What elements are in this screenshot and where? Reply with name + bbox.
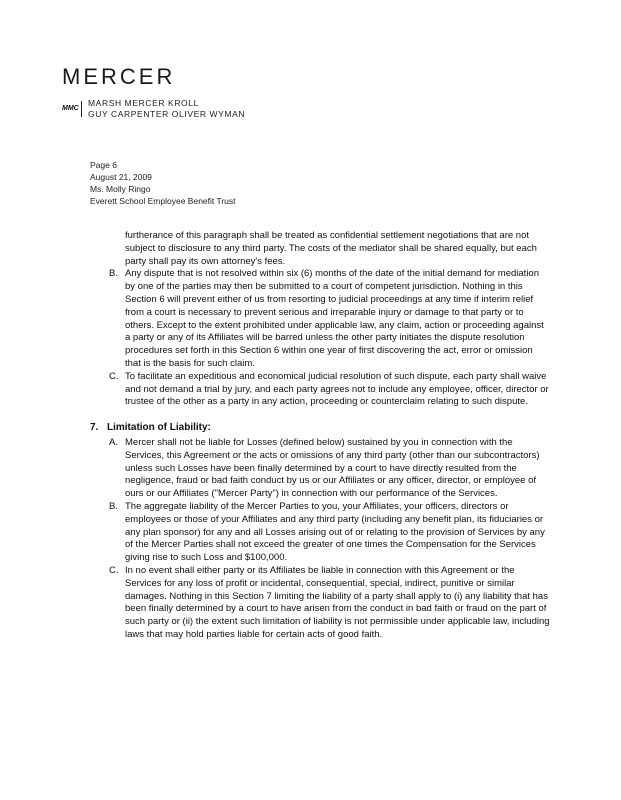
item-marker: B. — [109, 268, 118, 280]
mercer-logo: MERCER — [62, 64, 176, 89]
item-text: Any dispute that is not resolved within six (6) months of the date of the initial demand for mediation by one of the parties may then be submitted to a court of competent jurisdiction. Nothing in this Section 6 will prevent either of us from resorting to judicial proceedings at any time if interim relief from a court is necessary to prevent serious and irreparable injury or damage to that party or to others. Except to the extent prohibited under applicable law, any claim, action or proceeding against a party or any of its Affiliates will be barred unless the other party initiates the dispute resolution procedures set forth in this Section 6 within one year of first discovering the act, error or omission that is the basis for such claim. — [125, 268, 544, 369]
item-marker: C. — [109, 370, 119, 382]
recipient-organization: Everett School Employee Benefit Trust — [90, 196, 236, 206]
item-text: The aggregate liability of the Mercer Parties to you, your Affiliates, your officers, directors or employees or those of your Affiliates and any third party (including any benefit plan, its fiduciaries or any plan sponsor) for any and all Losses arising out of or relating to the provision of Services by any of the Mercer Parties shall not exceed the greater of one times the Compensation for the Services giving rise to such Loss and $100,000. — [125, 500, 545, 564]
section6-item-b — [90, 268, 550, 370]
document-body — [90, 230, 550, 642]
section-title: Limitation of Liability: — [107, 422, 211, 434]
item-text: Mercer shall not be liable for Losses (defined below) sustained by you in connection with the Services, this Agreement or the acts or omissions of any third party (other than our subcontractors) unless such Losses have been finally determined by a court to have directly resulted from the negligence, fraud or bad faith conduct by us or our Affiliates or any officer, director, or employee of ours or our Affiliates ("Mercer Party") in connection with our performance of the Services. — [125, 436, 540, 500]
section7-item-a — [90, 437, 550, 501]
letter-date: August 21, 2009 — [90, 172, 152, 182]
item-text: In no event shall either party or its Affiliates be liable in connection with this Agreement or the Services for any loss of profit or incidental, consequential, special, indirect, punitive or similar damages. Nothing in this Section 7 limiting the liability of a party shall apply to (i) any liability that has been finally determined by a court to have arisen from the conduct in bad faith or fraud on the part of such party or (ii) the extent such limitation of liability is not permissible under applicable law, including laws that may hold parties liable for certain acts of good faith. — [125, 564, 550, 640]
section6-item-c — [90, 371, 550, 409]
page-number: Page 6 — [90, 160, 117, 170]
continuation-paragraph: furtherance of this paragraph shall be treated as confidential settlement negotiations that are not subject to disclosure to any third party. The costs of the mediator shall be shared equally, but each party shall pay its own attorney's fees. — [125, 230, 537, 267]
item-marker: C. — [109, 564, 119, 576]
mmc-logo: MMC — [62, 101, 82, 117]
brand-line-2: GUY CARPENTER OLIVER WYMAN — [88, 109, 246, 119]
page-header-meta — [90, 159, 236, 207]
section7-item-b — [90, 501, 550, 565]
item-text: To facilitate an expeditious and economical judicial resolution of such dispute, each party shall waive and not demand a trial by jury, and each party agrees not to include any employee, officer, director or trustee of the other as a party in any action, proceeding or counterclaim relating to such dispute. — [125, 370, 549, 408]
section7-heading — [90, 422, 550, 435]
section7-item-c — [90, 565, 550, 642]
item-marker: B. — [109, 500, 118, 512]
section-number: 7. — [90, 422, 99, 434]
recipient-name: Ms. Molly Ringo — [90, 184, 151, 194]
brand-line-1: MARSH MERCER KROLL — [88, 98, 199, 108]
item-marker: A. — [109, 436, 118, 448]
brand-lines — [88, 98, 245, 120]
